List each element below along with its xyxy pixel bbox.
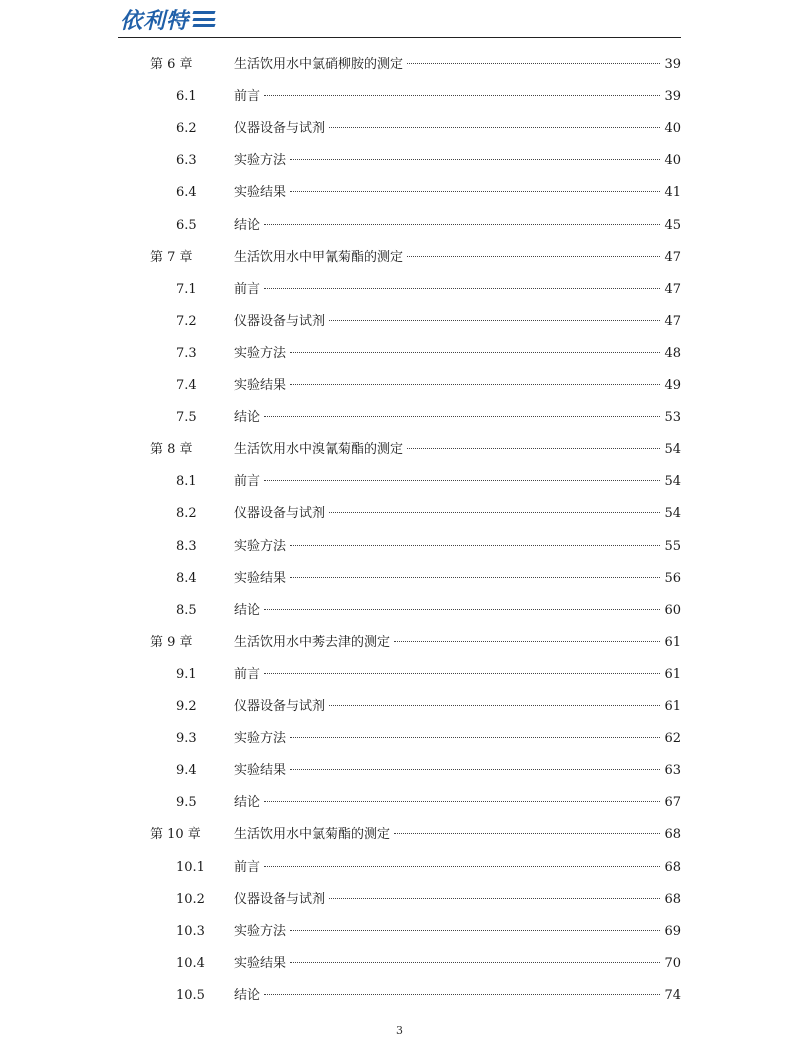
toc-leader-dots — [329, 512, 660, 513]
toc-entry-number: 7.4 — [176, 378, 197, 393]
toc-entry — [234, 183, 681, 203]
toc-entry-title: 实验结果 — [234, 185, 287, 201]
page-number: 3 — [396, 1024, 403, 1037]
toc-leader-dots — [407, 63, 660, 64]
toc-entry-title: 前言 — [234, 474, 261, 490]
toc-entry — [234, 504, 681, 524]
toc-section-row[interactable] — [0, 890, 799, 910]
toc-entry-page: 47 — [664, 249, 681, 265]
toc-entry-title: 仪器设备与试剂 — [234, 506, 326, 522]
toc-leader-dots — [290, 384, 660, 385]
toc-entry-number: 9.3 — [176, 731, 197, 747]
toc-section-row[interactable] — [0, 986, 799, 1006]
toc-entry — [234, 472, 681, 492]
toc-section-row[interactable] — [0, 376, 799, 396]
toc-section-row[interactable] — [0, 472, 799, 492]
toc-leader-dots — [394, 833, 660, 834]
toc-entry — [234, 922, 681, 942]
toc-leader-dots — [290, 191, 660, 192]
toc-entry — [234, 280, 681, 300]
toc-leader-dots — [264, 801, 660, 802]
toc-section-row[interactable] — [0, 344, 799, 364]
toc-entry-page: 68 — [664, 827, 681, 843]
company-logo — [120, 6, 215, 32]
toc-leader-dots — [264, 416, 660, 417]
toc-entry-title: 仪器设备与试剂 — [234, 699, 326, 714]
toc-leader-dots — [290, 159, 660, 160]
toc-section-row[interactable] — [0, 761, 799, 781]
toc-leader-dots — [394, 641, 660, 642]
toc-section-row[interactable] — [0, 504, 799, 524]
toc-entry-title: 实验结果 — [234, 763, 287, 779]
toc-entry-number: 10.2 — [176, 891, 205, 907]
toc-entry — [234, 408, 681, 428]
header-rule — [118, 37, 681, 38]
toc-entry-number: 6.2 — [176, 121, 197, 137]
toc-entry-page: 60 — [664, 602, 681, 618]
toc-entry-title: 实验结果 — [234, 955, 287, 971]
toc-entry-number: 9.2 — [176, 699, 197, 714]
toc-entry — [234, 729, 681, 749]
toc-entry-page: 56 — [664, 570, 681, 586]
toc-leader-dots — [264, 288, 660, 289]
toc-entry-page: 67 — [664, 795, 681, 811]
toc-entry-page: 61 — [664, 634, 681, 650]
toc-entry — [234, 376, 681, 396]
toc-entry-page: 47 — [664, 281, 681, 297]
toc-entry-number: 9.1 — [176, 666, 197, 682]
toc-entry — [234, 697, 681, 717]
toc-leader-dots — [264, 609, 660, 610]
toc-entry — [234, 633, 681, 653]
toc-entry-number: 10.3 — [176, 923, 205, 939]
toc-leader-dots — [264, 95, 660, 96]
toc-entry-number: 6.1 — [176, 89, 197, 105]
toc-chapter-row[interactable] — [0, 55, 799, 75]
toc-entry — [234, 312, 681, 332]
toc-section-row[interactable] — [0, 729, 799, 749]
toc-entry-page: 55 — [664, 538, 681, 554]
toc-entry — [234, 890, 681, 910]
toc-entry — [234, 55, 681, 75]
toc-entry-number: 8.5 — [176, 602, 197, 618]
toc-chapter-row[interactable] — [0, 633, 799, 653]
toc-leader-dots — [290, 352, 660, 353]
toc-leader-dots — [264, 866, 660, 867]
page-header — [0, 0, 799, 40]
toc-section-row[interactable] — [0, 569, 799, 589]
toc-leader-dots — [290, 545, 660, 546]
toc-section-row[interactable] — [0, 858, 799, 878]
toc-entry-title: 实验结果 — [234, 378, 287, 393]
toc-entry-title: 结论 — [234, 987, 261, 1003]
toc-entry — [234, 248, 681, 268]
toc-entry-title: 结论 — [234, 602, 261, 618]
toc-entry — [234, 601, 681, 621]
toc-leader-dots — [264, 673, 660, 674]
toc-section-row[interactable] — [0, 697, 799, 717]
toc-leader-dots — [290, 962, 660, 963]
toc-entry-number: 6.3 — [176, 153, 197, 169]
toc-entry-page: 40 — [664, 153, 681, 169]
toc-entry-page: 54 — [664, 506, 681, 522]
toc-entry-title: 实验方法 — [234, 731, 287, 747]
toc-entry-number: 6.4 — [176, 185, 197, 201]
toc-entry-page: 53 — [664, 410, 681, 426]
toc-entry-number: 第 7 章 — [150, 249, 193, 265]
toc-entry-page: 70 — [664, 955, 681, 971]
toc-section-row[interactable] — [0, 408, 799, 428]
toc-leader-dots — [264, 994, 660, 995]
toc-section-row[interactable] — [0, 601, 799, 621]
toc-entry-number: 第 6 章 — [150, 57, 193, 72]
toc-entry — [234, 344, 681, 364]
toc-entry-number: 8.4 — [176, 570, 197, 586]
toc-entry-title: 实验结果 — [234, 570, 287, 586]
toc-entry-page: 41 — [664, 185, 681, 201]
toc-leader-dots — [264, 480, 660, 481]
toc-entry-number: 10.1 — [176, 859, 205, 875]
toc-entry-page: 47 — [664, 313, 681, 329]
toc-entry-title: 前言 — [234, 281, 261, 297]
toc-entry-title: 结论 — [234, 795, 261, 811]
toc-leader-dots — [329, 898, 660, 899]
toc-leader-dots — [290, 737, 660, 738]
toc-entry-page: 68 — [664, 859, 681, 875]
toc-leader-dots — [407, 256, 660, 257]
toc-entry-title: 仪器设备与试剂 — [234, 891, 326, 907]
toc-leader-dots — [329, 705, 660, 706]
toc-entry-title: 生活饮用水中甲氰菊酯的测定 — [234, 249, 404, 265]
toc-entry — [234, 761, 681, 781]
toc-section-row[interactable] — [0, 922, 799, 942]
toc-entry — [234, 537, 681, 557]
toc-leader-dots — [290, 577, 660, 578]
toc-entry-number: 7.3 — [176, 345, 197, 361]
toc-entry-page: 69 — [664, 923, 681, 939]
toc-entry-title: 实验方法 — [234, 153, 287, 169]
toc-entry-number: 9.4 — [176, 763, 197, 779]
toc-entry — [234, 87, 681, 107]
toc-entry-number: 8.2 — [176, 506, 197, 522]
toc-entry-title: 实验方法 — [234, 345, 287, 361]
toc-section-row[interactable] — [0, 183, 799, 203]
toc-entry-page: 54 — [664, 442, 681, 458]
toc-chapter-row[interactable] — [0, 248, 799, 268]
toc-entry-title: 仪器设备与试剂 — [234, 313, 326, 329]
toc-section-row[interactable] — [0, 312, 799, 332]
toc-entry-number: 6.5 — [176, 217, 197, 233]
toc-entry-title: 生活饮用水中溴氰菊酯的测定 — [234, 442, 404, 458]
toc-entry-title: 实验方法 — [234, 538, 287, 554]
toc-entry-title: 生活饮用水中氯菊酯的测定 — [234, 827, 391, 843]
toc-leader-dots — [329, 127, 660, 128]
toc-entry-number: 第 8 章 — [150, 442, 193, 458]
toc-entry — [234, 151, 681, 171]
toc-section-row[interactable] — [0, 665, 799, 685]
toc-entry — [234, 825, 681, 845]
toc-entry-page: 68 — [664, 891, 681, 907]
toc-entry — [234, 119, 681, 139]
toc-entry — [234, 954, 681, 974]
toc-entry-page: 63 — [664, 763, 681, 779]
toc-entry — [234, 569, 681, 589]
toc-leader-dots — [290, 930, 660, 931]
toc-entry — [234, 858, 681, 878]
toc-entry-title: 生活饮用水中莠去津的测定 — [234, 634, 391, 650]
toc-entry-number: 9.5 — [176, 795, 197, 811]
toc-section-row[interactable] — [0, 216, 799, 236]
toc-entry-number: 10.4 — [176, 955, 205, 971]
toc-section-row[interactable] — [0, 119, 799, 139]
toc-section-row[interactable] — [0, 151, 799, 171]
toc-entry-number: 7.5 — [176, 410, 197, 426]
toc-entry-page: 49 — [664, 378, 681, 393]
toc-entry — [234, 793, 681, 813]
toc-entry — [234, 440, 681, 460]
logo-bars-icon — [193, 11, 215, 27]
toc-section-row[interactable] — [0, 87, 799, 107]
toc-section-row[interactable] — [0, 280, 799, 300]
logo-text: 依利特 — [120, 8, 190, 34]
toc-leader-dots — [407, 448, 660, 449]
toc-entry-page: 61 — [664, 699, 681, 714]
toc-entry-number: 10.5 — [176, 987, 205, 1003]
toc-section-row[interactable] — [0, 954, 799, 974]
toc-entry-number: 7.1 — [176, 281, 197, 297]
toc-entry-title: 前言 — [234, 89, 261, 105]
toc-leader-dots — [290, 769, 660, 770]
toc-leader-dots — [329, 320, 660, 321]
toc-entry-title: 前言 — [234, 666, 261, 682]
toc-entry-page: 54 — [664, 474, 681, 490]
toc-entry-number: 8.1 — [176, 474, 197, 490]
toc-entry-page: 48 — [664, 345, 681, 361]
toc-entry-title: 生活饮用水中氯硝柳胺的测定 — [234, 57, 404, 72]
toc-entry-number: 第 9 章 — [150, 634, 193, 650]
toc-entry — [234, 216, 681, 236]
toc-entry-page: 39 — [664, 57, 681, 72]
toc-entry-title: 实验方法 — [234, 923, 287, 939]
toc-entry-page: 62 — [664, 731, 681, 747]
toc-section-row[interactable] — [0, 793, 799, 813]
toc-entry-number: 8.3 — [176, 538, 197, 554]
toc-chapter-row[interactable] — [0, 825, 799, 845]
toc-entry-title: 仪器设备与试剂 — [234, 121, 326, 137]
toc-entry-title: 结论 — [234, 410, 261, 426]
toc-entry-page: 45 — [664, 217, 681, 233]
toc-entry — [234, 665, 681, 685]
toc-entry-page: 39 — [664, 89, 681, 105]
toc-leader-dots — [264, 224, 660, 225]
toc-entry-page: 40 — [664, 121, 681, 137]
toc-entry-page: 74 — [664, 987, 681, 1003]
toc-entry-title: 前言 — [234, 859, 261, 875]
toc-entry-page: 61 — [664, 666, 681, 682]
toc-entry-number: 7.2 — [176, 313, 197, 329]
toc-entry — [234, 986, 681, 1006]
toc-entry-title: 结论 — [234, 217, 261, 233]
toc-entry-number: 第 10 章 — [150, 827, 201, 843]
toc-chapter-row[interactable] — [0, 440, 799, 460]
toc-section-row[interactable] — [0, 537, 799, 557]
